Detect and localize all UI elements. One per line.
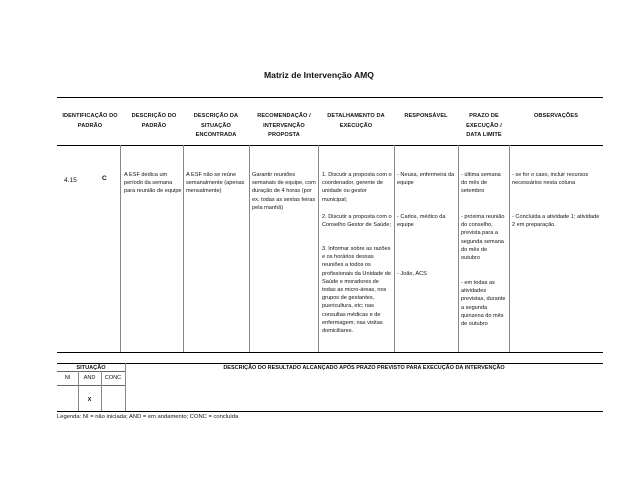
header-observacoes: OBSERVAÇÕES <box>533 113 579 119</box>
descricao-situacao-text: A ESF não se reúne semanalmente (apenas mensalmente) <box>186 172 245 195</box>
header-prazo: PRAZO DE EXECUÇÃO / DATA LIMITE <box>466 113 502 139</box>
column-divider <box>458 145 459 352</box>
header-recomendacao: RECOMENDAÇÃO / INTERVENÇÃO PROPOSTA <box>257 113 311 139</box>
column-divider <box>120 145 121 352</box>
padrao-codigo: 4.15 <box>64 177 77 184</box>
situacao-header-divider <box>57 385 125 386</box>
situacao-bottom-border <box>57 411 603 412</box>
prazo-item: - próxima reunião do conselho, prevista para a segunda semana do mês de outubro <box>461 214 505 262</box>
header-responsavel: RESPONSÁVEL <box>404 113 448 119</box>
legenda: Legenda: NI = não iniciada; AND = em andamento; CONC = concluída <box>57 414 239 420</box>
situacao-title: SITUAÇÃO <box>76 365 106 371</box>
padrao-classe: C <box>102 175 107 182</box>
header-identificacao: IDENTIFICAÇÃO DO PADRÃO <box>62 113 118 129</box>
recomendacao-text: Garantir reuniões semanais de equipe, com duração de 4 horas (por ex. todas as sextas feiras pela manhã) <box>252 172 316 211</box>
table-top-border <box>57 97 603 98</box>
descricao-padrao-text: A ESF dedica um período da semana para reunião de equipe <box>124 172 182 195</box>
header-bottom-border <box>57 145 603 146</box>
prazo-item: - última semana do mês de setembro <box>461 172 501 195</box>
column-divider <box>183 145 184 352</box>
situacao-and-label: AND <box>83 375 96 381</box>
column-divider <box>509 145 510 352</box>
responsavel-item: - João, ACS <box>397 271 427 277</box>
situacao-ni-label: NI <box>64 375 71 381</box>
column-divider <box>394 145 395 352</box>
detalhamento-item: 1. Discutir a proposta com o coordenador, gerente de unidade ou gestor municipal; <box>322 172 392 203</box>
situacao-conc-label: CONC <box>104 375 122 381</box>
header-descricao-situacao: DESCRIÇÃO DA SITUAÇÃO ENCONTRADA <box>193 113 239 139</box>
responsavel-item: - Neusa, enfermeira da equipe <box>397 172 455 187</box>
detalhamento-item: 2. Discutir a proposta com o Conselho Gestor de Saúde; <box>322 214 392 229</box>
table-bottom-border <box>57 352 603 353</box>
column-divider <box>318 145 319 352</box>
observacoes-item: - se for o caso, incluir recursos necessários nesta coluna <box>512 172 589 187</box>
column-divider <box>249 145 250 352</box>
detalhamento-item: 3. Informar sobre as razões e os horários dessas reuniões a todos os profissionais da Unidade de Saúde e moradores de todas as micro-áreas, nos grupos de gestantes, puericultura, etc; nas consultas médicas e de enfermagem; nas visitas domiciliares. <box>322 246 392 335</box>
situacao-and-mark: X <box>87 397 92 403</box>
descricao-resultado-header: DESCRIÇÃO DO RESULTADO ALCANÇADO APÓS PRAZO PREVISTO PARA EXECUÇÃO DA INTERVENÇÃO <box>223 365 505 371</box>
header-detalhamento: DETALHAMENTO DA EXECUÇÃO <box>327 113 385 129</box>
document-title: Matriz de Intervenção AMQ <box>264 70 374 80</box>
prazo-item: - em todas as atividades previstas, durante a segunda quinzena do mês de outubro <box>461 280 506 328</box>
header-descricao-padrao: DESCRIÇÃO DO PADRÃO <box>131 113 177 129</box>
observacoes-item: - Concluída a atividade 1; atividade 2 em preparação. <box>512 214 600 229</box>
responsavel-item: - Carlos, médico da equipe <box>397 214 446 229</box>
